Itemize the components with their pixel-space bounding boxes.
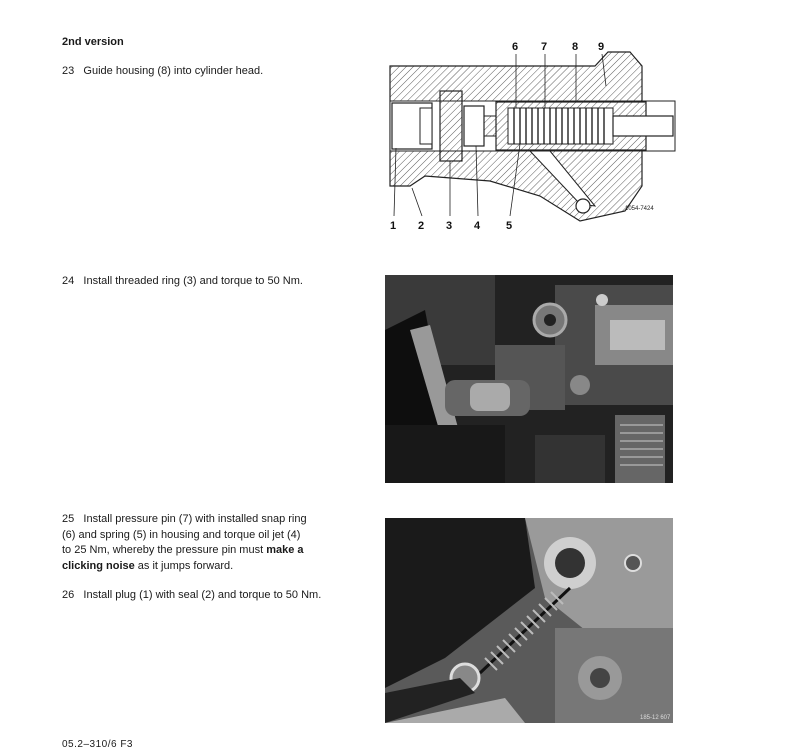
callout-1: 1	[390, 220, 397, 232]
callout-2: 2	[418, 220, 425, 232]
step-25-bold-a: make a	[266, 544, 304, 556]
step-25-line3: to 25 Nm, whereby the pressure pin must	[62, 544, 267, 556]
step-23-number: 23	[62, 65, 75, 77]
step-25-bold-b: clicking noise	[62, 559, 135, 572]
callout-5: 5	[506, 220, 513, 232]
step-26-number: 26	[62, 589, 75, 601]
step-23	[62, 64, 263, 80]
section-heading: 2nd version	[62, 36, 124, 48]
photo-pressure-pin-graphic	[385, 518, 673, 723]
photo-pressure-pin	[385, 518, 673, 723]
callout-8: 8	[572, 41, 579, 53]
step-25-line4: as it jumps forward.	[134, 559, 234, 572]
photo-ref-code: 185-12 607	[640, 715, 671, 721]
photo-threaded-ring-graphic	[385, 275, 673, 483]
callout-6: 6	[512, 41, 519, 53]
step-26	[62, 588, 321, 604]
diagram-ref-code: 1054-7424	[625, 206, 654, 212]
callout-3: 3	[446, 220, 453, 232]
step-24-text: Install threaded ring (3) and torque to 50 Nm.	[83, 275, 303, 287]
step-26-text: Install plug (1) with seal (2) and torque to 50 Nm.	[83, 589, 322, 601]
step-25	[62, 512, 372, 574]
cross-section-diagram	[380, 36, 680, 236]
callout-9: 9	[598, 41, 605, 53]
step-23-text: Guide housing (8) into cylinder head.	[83, 65, 264, 77]
step-24	[62, 274, 303, 290]
step-25-number: 25	[62, 513, 75, 525]
callout-7: 7	[541, 41, 548, 53]
callout-4: 4	[474, 220, 481, 232]
step-25-line1: Install pressure pin (7) with installed snap ring	[83, 513, 307, 525]
step-24-number: 24	[62, 275, 75, 287]
footer-page-ref: 05.2–310/6 F3	[62, 739, 133, 750]
photo-threaded-ring	[385, 275, 673, 483]
step-25-line2: (6) and spring (5) in housing and torque oil jet (4)	[62, 528, 301, 541]
